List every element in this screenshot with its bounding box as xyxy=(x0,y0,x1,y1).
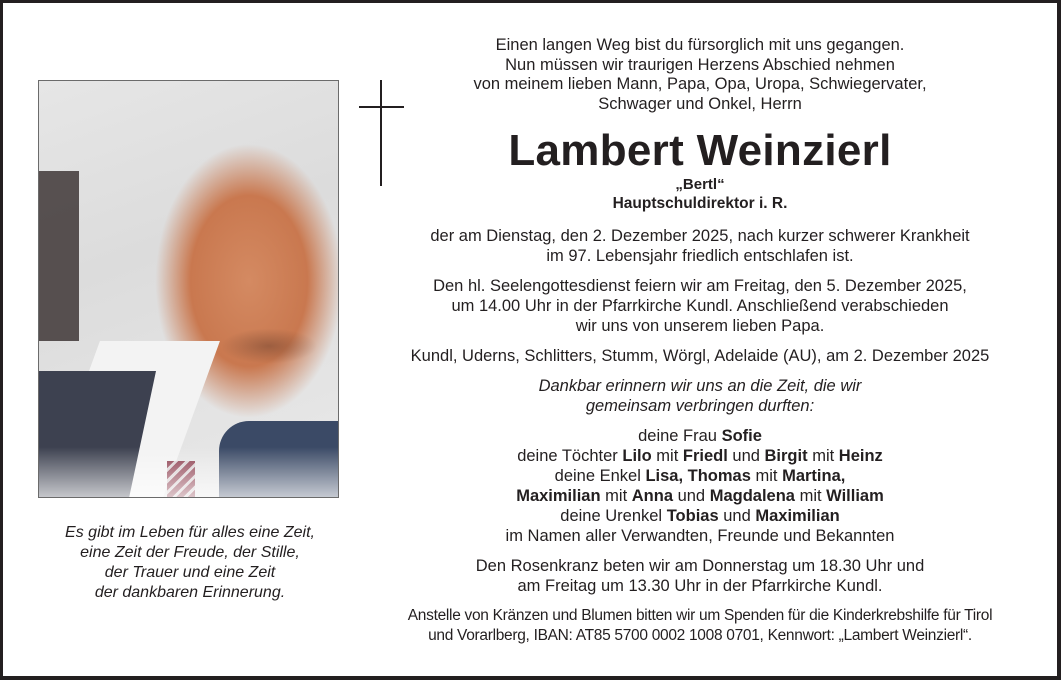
photo-background-window xyxy=(39,171,79,341)
deceased-nickname: „Bertl“ xyxy=(675,176,725,193)
memorial-quote xyxy=(30,523,350,603)
death-notice-line: der am Dienstag, den 2. Dezember 2025, nach kurzer schwerer Krankheit xyxy=(430,227,970,245)
donation-line: und Vorarlberg, IBAN: AT85 5700 0002 1008 0701, Kennwort: „Lambert Weinzierl“. xyxy=(428,627,972,644)
intro-line: Nun müssen wir traurigen Herzens Abschied nehmen xyxy=(505,55,895,74)
family-line-daughters: deine Töchter Lilo mit Friedl und Birgit mit Heinz xyxy=(517,447,883,465)
intro-text xyxy=(370,36,1030,114)
service-line: wir uns von unserem lieben Papa. xyxy=(575,317,825,335)
place-date: Kundl, Uderns, Schlitters, Stumm, Wörgl, Adelaide (AU), am 2. Dezember 2025 xyxy=(410,347,990,365)
service-line: Den hl. Seelengottesdienst feiern wir am Freitag, den 5. Dezember 2025, xyxy=(433,277,967,295)
family-line-great-grandchildren: deine Urenkel Tobias und Maximilian xyxy=(560,507,840,525)
portrait-photo xyxy=(38,80,339,498)
rosary-line: am Freitag um 13.30 Uhr in der Pfarrkirche Kundl. xyxy=(517,577,883,595)
photo-fade xyxy=(39,447,338,497)
death-notice-line: im 97. Lebensjahr friedlich entschlafen ist. xyxy=(546,247,854,265)
gratitude-line: gemeinsam verbringen durften: xyxy=(585,397,815,415)
rosary-line: Den Rosenkranz beten wir am Donnerstag um 18.30 Uhr und xyxy=(475,557,925,575)
family-line-grandchildren: deine Enkel Lisa, Thomas mit Martina, xyxy=(554,467,846,485)
quote-line: Es gibt im Leben für alles eine Zeit, xyxy=(65,524,315,541)
obituary-text xyxy=(370,36,1030,646)
service-line: um 14.00 Uhr in der Pfarrkirche Kundl. Anschließend verabschieden xyxy=(451,297,949,315)
deceased-name: Lambert Weinzierl xyxy=(508,126,892,175)
intro-line: Einen langen Weg bist du fürsorglich mit uns gegangen. xyxy=(495,36,905,54)
family-line-relatives: im Namen aller Verwandten, Freunde und Bekannten xyxy=(505,527,895,545)
family-line-wife: deine Frau Sofie xyxy=(638,427,762,445)
intro-line: von meinem lieben Mann, Papa, Opa, Uropa, Schwiegervater, xyxy=(473,75,927,93)
family-line-grandchildren-2: Maximilian mit Anna und Magdalena mit William xyxy=(516,487,884,505)
quote-line: der Trauer und eine Zeit xyxy=(104,564,276,581)
quote-line: der dankbaren Erinnerung. xyxy=(94,584,286,601)
intro-line: Schwager und Onkel, Herrn xyxy=(598,94,802,113)
gratitude-line: Dankbar erinnern wir uns an die Zeit, die wir xyxy=(538,377,862,395)
quote-line: eine Zeit der Freude, der Stille, xyxy=(80,544,300,561)
donation-line: Anstelle von Kränzen und Blumen bitten wir um Spenden für die Kinderkrebshilfe für Tirol xyxy=(407,607,993,624)
deceased-title: Hauptschuldirektor i. R. xyxy=(612,195,788,212)
